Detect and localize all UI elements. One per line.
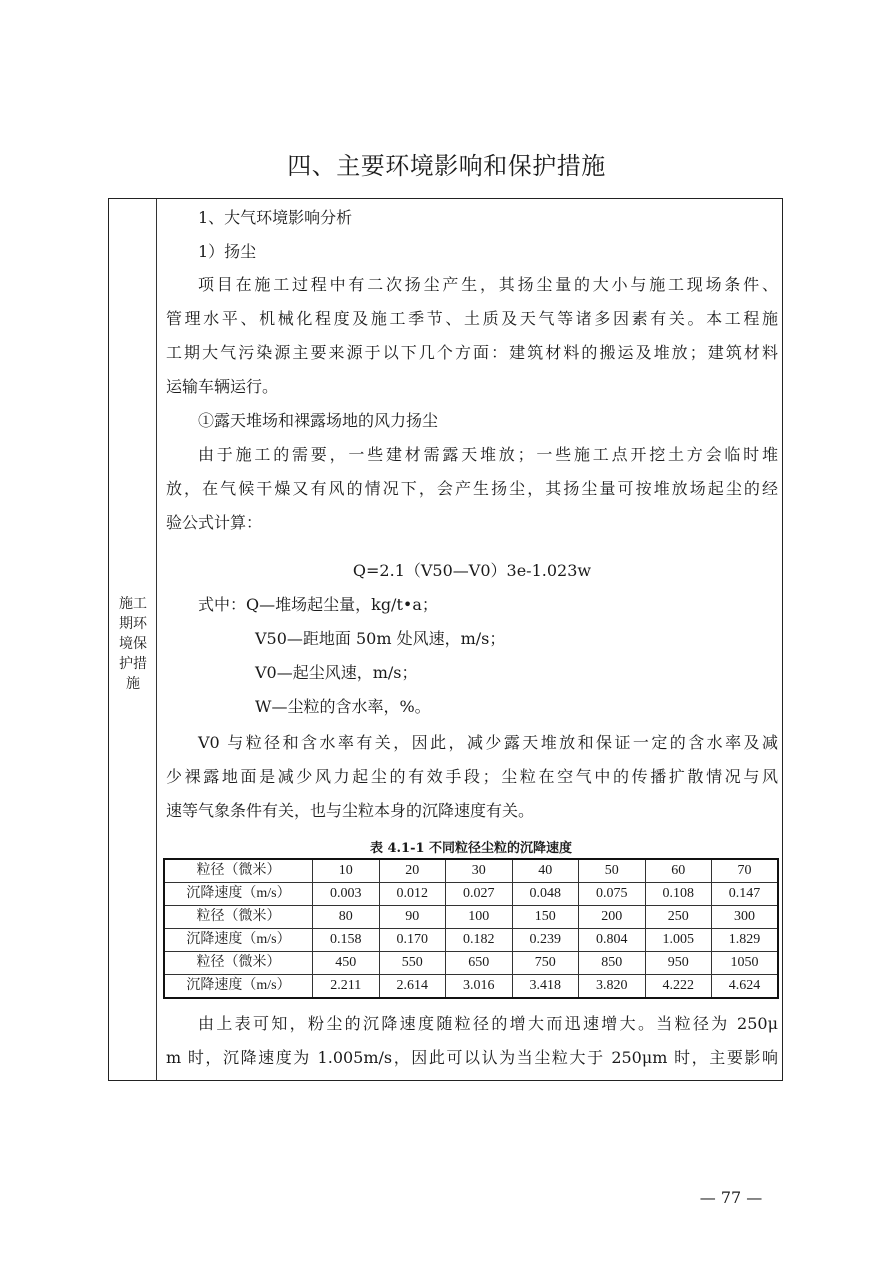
side-label-line: 期环 <box>119 616 147 632</box>
table-cell: 0.048 <box>512 883 579 906</box>
table-cell: 0.170 <box>379 929 446 952</box>
side-label-line: 施 <box>126 676 140 692</box>
paragraph-line: 项目在施工过程中有二次扬尘产生，其扬尘量的大小与施工现场条件、 <box>198 275 778 294</box>
paragraph-line: 验公式计算： <box>166 513 263 532</box>
paragraph-line: 由于施工的需要，一些建材需露天堆放；一些施工点开挖土方会临时堆 <box>198 445 778 464</box>
table-cell: 0.804 <box>579 929 646 952</box>
settling-velocity-table <box>163 858 779 999</box>
row-label: 粒径（微米） <box>164 859 313 883</box>
table-cell: 0.003 <box>313 883 380 906</box>
table-cell: 30 <box>446 859 513 883</box>
table-cell: 750 <box>512 952 579 975</box>
definition-line: V0—起尘风速，m/s； <box>255 663 418 682</box>
table-cell: 0.108 <box>645 883 712 906</box>
table-cell: 650 <box>446 952 513 975</box>
row-label: 沉降速度（m/s） <box>164 883 313 906</box>
subheading-wind-dust: ①露天堆场和裸露场地的风力扬尘 <box>198 411 439 430</box>
table-cell: 200 <box>579 906 646 929</box>
table-cell: 0.075 <box>579 883 646 906</box>
side-column <box>109 199 157 1080</box>
table-cell: 3.820 <box>579 975 646 999</box>
table-cell: 0.239 <box>512 929 579 952</box>
table-cell: 80 <box>313 906 380 929</box>
definition-line: 式中：Q—堆场起尘量，kg/t•a； <box>198 595 438 614</box>
paragraph-line: 运输车辆运行。 <box>166 377 279 396</box>
table-cell: 1.005 <box>645 929 712 952</box>
page-title: 四、主要环境影响和保护措施 <box>287 152 606 180</box>
side-label-line: 护措 <box>119 656 147 672</box>
table-cell: 1.829 <box>712 929 779 952</box>
table-row <box>164 906 778 929</box>
definition-line: V50—距地面 50m 处风速，m/s； <box>255 629 506 648</box>
table-row <box>164 952 778 975</box>
paragraph-line: 放，在气候干燥又有风的情况下，会产生扬尘，其扬尘量可按堆放场起尘的经 <box>166 479 778 498</box>
measures-table <box>108 198 783 1081</box>
paragraph-line: 管理水平、机械化程度及施工季节、土质及天气等诸多因素有关。本工程施 <box>166 309 778 328</box>
table-row <box>164 883 778 906</box>
paragraph-line: 工期大气污染源主要来源于以下几个方面：建筑材料的搬运及堆放；建筑材料 <box>166 343 778 362</box>
side-label-line: 施工 <box>119 596 147 612</box>
table-cell: 90 <box>379 906 446 929</box>
table-cell: 2.211 <box>313 975 380 999</box>
formula: Q=2.1（V50—V0）3e-1.023w <box>352 561 592 580</box>
table-cell: 100 <box>446 906 513 929</box>
table-cell: 0.027 <box>446 883 513 906</box>
table-row <box>164 859 778 883</box>
table-cell: 0.182 <box>446 929 513 952</box>
table-cell: 20 <box>379 859 446 883</box>
table-cell: 950 <box>645 952 712 975</box>
table-cell: 850 <box>579 952 646 975</box>
row-label: 粒径（微米） <box>164 906 313 929</box>
table-cell: 1050 <box>712 952 779 975</box>
table-cell: 70 <box>712 859 779 883</box>
table-cell: 50 <box>579 859 646 883</box>
table-cell: 60 <box>645 859 712 883</box>
table-cell: 10 <box>313 859 380 883</box>
side-label <box>109 594 157 694</box>
row-label: 沉降速度（m/s） <box>164 929 313 952</box>
table-cell: 0.012 <box>379 883 446 906</box>
table-cell: 0.158 <box>313 929 380 952</box>
paragraph-line: m 时，沉降速度为 1.005m/s，因此可以认为当尘粒大于 250μm 时，主要影响 <box>166 1048 778 1067</box>
table-row <box>164 929 778 952</box>
row-label: 沉降速度（m/s） <box>164 975 313 999</box>
table-cell: 450 <box>313 952 380 975</box>
table-cell: 4.222 <box>645 975 712 999</box>
table-cell: 3.016 <box>446 975 513 999</box>
table-cell: 3.418 <box>512 975 579 999</box>
paragraph-line: 少裸露地面是减少风力起尘的有效手段；尘粒在空气中的传播扩散情况与风 <box>166 767 778 786</box>
table-caption: 表 4.1-1 不同粒径尘粒的沉降速度 <box>369 841 573 856</box>
paragraph-line: V0 与粒径和含水率有关，因此，减少露天堆放和保证一定的含水率及减 <box>198 733 778 752</box>
section-heading: 1、大气环境影响分析 <box>198 208 353 227</box>
table-cell: 150 <box>512 906 579 929</box>
definition-line: W—尘粒的含水率，%。 <box>255 697 431 716</box>
page-number: — 77 — <box>699 1188 763 1207</box>
table-cell: 40 <box>512 859 579 883</box>
table-cell: 4.624 <box>712 975 779 999</box>
table-cell: 300 <box>712 906 779 929</box>
side-label-line: 境保 <box>119 636 147 652</box>
table-cell: 0.147 <box>712 883 779 906</box>
row-label: 粒径（微米） <box>164 952 313 975</box>
subheading-dust: 1）扬尘 <box>198 242 257 261</box>
paragraph-line: 由上表可知，粉尘的沉降速度随粒径的增大而迅速增大。当粒径为 250μ <box>198 1014 778 1033</box>
table-cell: 2.614 <box>379 975 446 999</box>
paragraph-line: 速等气象条件有关，也与尘粒本身的沉降速度有关。 <box>166 801 535 820</box>
table-row <box>164 975 778 999</box>
table-cell: 550 <box>379 952 446 975</box>
table-cell: 250 <box>645 906 712 929</box>
